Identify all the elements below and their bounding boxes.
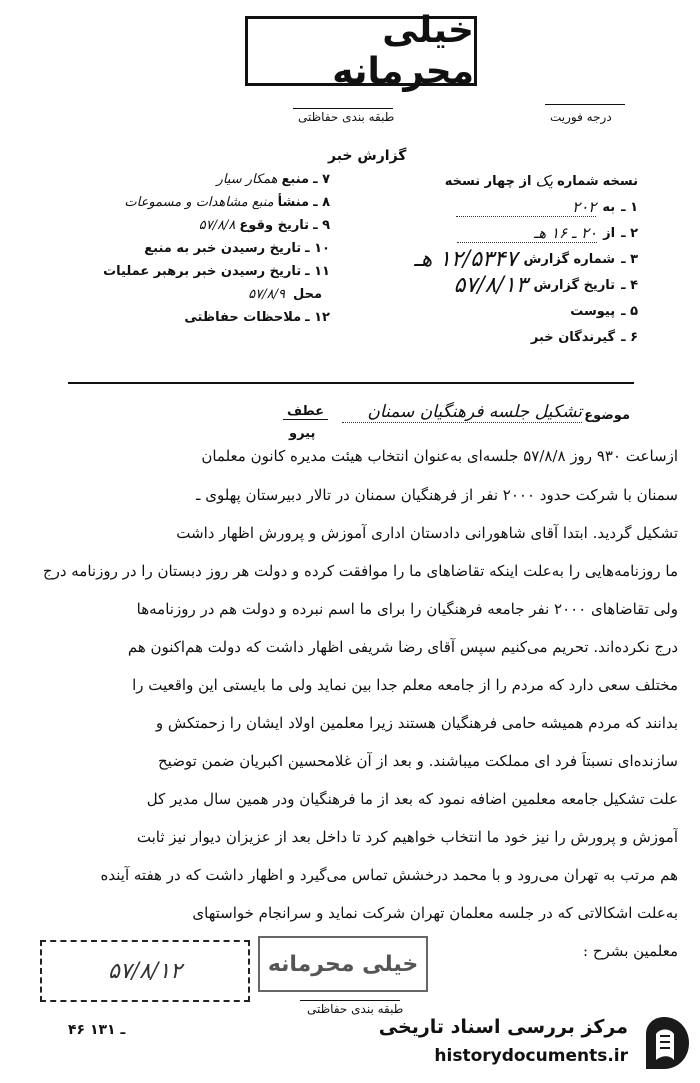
field-num: ۶ ـ (621, 329, 638, 345)
field-label: از (603, 225, 616, 241)
security-class-line (293, 108, 393, 109)
field-num: نسخه (602, 173, 638, 189)
field-report-number (383, 246, 638, 272)
body-line: آموزش و پرورش را نیز خود ما انتخاب خواهیم کرد تا داخل بعد از عزیزان دیوار نیز ثابت (136, 828, 678, 846)
field-label: گیرندگان خبر (530, 329, 616, 345)
body-line: تشکیل گردید. ابتدا آقای شاهورانی دادستان اداری آموزش و پرورش اظهار داشت (176, 524, 678, 542)
subject-value: تشکیل جلسه فرهنگیان سمنان (342, 402, 582, 423)
field-num: ۹ ـ (313, 218, 330, 233)
field-num: ۱ ـ (621, 199, 638, 215)
field-value: ۵۷/۸/۸ (198, 218, 236, 233)
field-security-notes (68, 306, 330, 329)
subject-label: موضوع (584, 408, 630, 423)
field-label: شماره گزارش (523, 251, 616, 267)
field-value: ۲۰۲ (456, 198, 596, 217)
field-place (68, 283, 330, 306)
field-label: ملاحظات حفاظتی (184, 310, 302, 325)
field-operations-receipt-date (68, 260, 330, 283)
archive-name: مرکز بررسی اسناد تاریخی (378, 1016, 628, 1038)
left-fields (68, 168, 330, 329)
field-num: ۵ ـ (621, 303, 638, 319)
received-stamp (40, 940, 250, 1002)
follow-up-label: پیرو (289, 426, 316, 441)
security-class-label: طبقه بندی حفاظتی (298, 110, 395, 124)
field-num: ۱۱ ـ (305, 264, 330, 279)
field-value: یک (535, 172, 554, 190)
field-occurrence-date (68, 214, 330, 237)
field-num: ۴ ـ (621, 277, 638, 293)
reference-label: عطف (283, 404, 328, 420)
body-line: معلمین بشرح : (583, 942, 678, 960)
footer-line (300, 1000, 400, 1001)
archive-url: historydocuments.ir (434, 1046, 628, 1066)
body-line: بدانند که مردم همیشه حامی فرهنگیان هستند زیرا معلمین اولاد ایشان را زحمتکش و (155, 714, 678, 732)
right-fields (383, 168, 638, 350)
body-line: هم مرتب به تهران می‌رود و با محمد درخشش تماس می‌گیرد و اظهار داشت که در هفته آینده (100, 866, 678, 884)
field-num: ۲ ـ (621, 225, 638, 241)
classification-stamp (258, 936, 428, 992)
field-label: محل (292, 287, 322, 302)
field-num: ۱۰ ـ (305, 241, 330, 256)
field-to (383, 194, 638, 220)
received-stamp-text: ۵۷/۸/۱۲ (108, 958, 182, 984)
body-line: به‌علت اشکالاتی که در جلسه معلمان تهران شرکت نماید و سرانجام خواستهای (192, 904, 678, 922)
report-title: گزارش خبر (328, 148, 407, 164)
field-from (383, 220, 638, 246)
field-num: ۷ ـ (313, 172, 330, 187)
field-label: تاریخ رسیدن خبر به منبع (144, 241, 302, 256)
field-source (68, 168, 330, 191)
field-value: منبع مشاهدات و مسموعات (124, 195, 274, 210)
archive-logo-icon (636, 1014, 692, 1072)
body-line: درج نکرده‌اند. تحریم می‌کنیم سپس آقای رضا شریفی اظهار داشت که دولت هم‌اکنون هم (127, 638, 678, 656)
field-value: ۵۷/۸/۱۳ (453, 272, 528, 298)
classification-banner: خیلی محرمانه (245, 16, 477, 86)
classification-stamp-text: خیلی محرمانه (267, 951, 419, 977)
field-label: به (602, 199, 616, 215)
archive-watermark (374, 1012, 694, 1074)
footer-security-class-label: طبقه بندی حفاظتی (307, 1002, 404, 1016)
field-num: ۱۲ ـ (305, 310, 330, 325)
body-line: ازساعت ۹۳۰ روز ۵۷/۸/۸ جلسه‌ای به‌عنوان انتخاب هیئت مدیره کانون معلمان (201, 447, 678, 465)
field-label: پیوست (570, 303, 616, 319)
field-recipients (383, 324, 638, 350)
field-origin (68, 191, 330, 214)
body-line: سمنان با شرکت حدود ۲۰۰۰ نفر از فرهنگیان سمنان در تالار دبیرستان پهلوی ـ (196, 486, 678, 504)
priority-line (545, 104, 625, 105)
field-value: ۱۲/۵۳۴۷ هـ (414, 246, 518, 272)
field-source-receipt-date (68, 237, 330, 260)
field-label: منبع (281, 172, 310, 187)
field-value: ۵۷/۸/۹ (248, 287, 285, 302)
field-copy-number (383, 168, 638, 194)
field-extra: از چهار نسخه (444, 173, 532, 189)
document-number: ۴۶ ـ ۱۳۱ (68, 1022, 126, 1038)
field-num: ۸ ـ (313, 195, 330, 210)
body-line: ولی تقاضاهای ۲۰۰۰ نفر جامعه فرهنگیان را برای ما اسم نبرده و دولت هم در روزنامه‌ها (136, 600, 678, 618)
field-label: تاریخ رسیدن خبر برهبر عملیات (103, 264, 302, 279)
field-report-date (383, 272, 638, 298)
section-divider (68, 382, 634, 384)
field-value: همکار سیار (216, 172, 278, 187)
body-line: سازنده‌ای نسبتاً فرد ای مملکت میباشند. و بعد از آن غلامحسین اکبریان ضمن توضیح (157, 752, 678, 770)
field-num: ۳ ـ (621, 251, 638, 267)
field-label: تاریخ وقوع (239, 218, 310, 233)
priority-label: درجه فوریت (550, 110, 612, 124)
field-attachment (383, 298, 638, 324)
body-line: ما روزنامه‌هایی را به‌علت اینکه تقاضاهای ما را موافقت کرده و دولت هر روز دبستان را در روزنامه درج (42, 562, 678, 580)
field-label: منشأ (277, 195, 310, 210)
body-line: مختلف سعی دارد که مردم را از جامعه معلم جدا بین نماید ولی ما بایستی این واقعیت را (132, 676, 678, 694)
field-value: ۲۰ ـ ۱۶ هـ (457, 224, 597, 243)
field-label: تاریخ گزارش (533, 277, 616, 293)
field-label: شماره (557, 173, 599, 189)
body-line: علت تشکیل جامعه معلمین اضافه نمود که بعد از ما فرهنگیان ودر همین سال مدیر کل (146, 790, 678, 808)
